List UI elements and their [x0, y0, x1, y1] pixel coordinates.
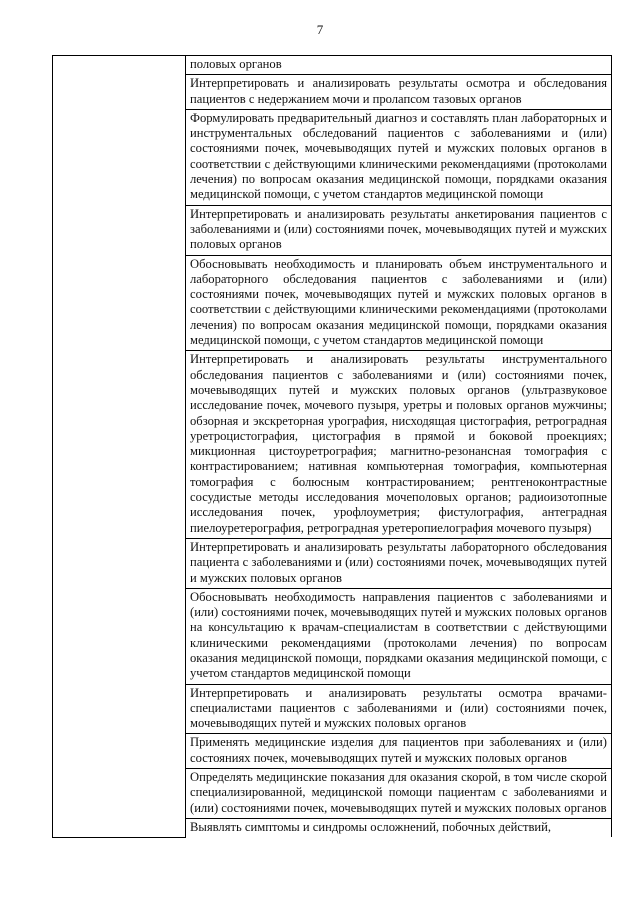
- skills-table: [52, 55, 612, 838]
- skill-cell: Выявлять симптомы и синдромы осложнений, побочных действий,: [186, 818, 612, 837]
- skill-cell: Определять медицинские показания для оказания скорой, в том числе скорой специализированной, медицинской помощи пациентам с заболеваниями и (или) состояниями почек, мочевыводящих путей и мужских половых органов: [186, 769, 612, 819]
- page-number: 7: [316, 22, 324, 37]
- skill-cell: Интерпретировать и анализировать результаты осмотра и обследования пациентов с недержанием мочи и пролапсом тазовых органов: [186, 75, 612, 110]
- skill-cell: Обосновывать необходимость направления пациентов с заболеваниями и (или) состояниями почек, мочевыводящих путей и мужских половых органов на консультацию к врачам-специалистам в соответствии с действующими клиническими рекомендациями (протоколами лечения) по вопросам оказания медицинской помощи, порядками оказания медицинской помощи, с учетом стандартов медицинской помощи: [186, 588, 612, 684]
- skill-cell: Применять медицинские изделия для пациентов при заболеваниях и (или) состояниях почек, мочевыводящих путей и мужских половых органов: [186, 734, 612, 769]
- skill-cell: половых органов: [186, 56, 612, 75]
- left-column-cell: [53, 56, 186, 838]
- skill-cell: Формулировать предварительный диагноз и составлять план лабораторных и инструментальных обследований пациентов с заболеваниями и (или) состояниями почек, мочевыводящих путей и мужских половых органов в соответствии с действующими клиническими рекомендациями (протоколами лечения) по вопросам оказания медицинской помощи, порядками оказания медицинской помощи, с учетом стандартов медицинской помощи: [186, 109, 612, 205]
- skill-cell: Обосновывать необходимость и планировать объем инструментального и лабораторного обследования пациентов с заболеваниями и (или) состояниями почек, мочевыводящих путей и мужских половых органов в соответствии с действующими клиническими рекомендациями (протоколами лечения) по вопросам оказания медицинской помощи, порядками оказания медицинской помощи, с учетом стандартов медицинской помощи: [186, 255, 612, 351]
- skill-cell: Интерпретировать и анализировать результаты лабораторного обследования пациента с заболеваниями и (или) состояниями почек, мочевыводящих путей и мужских половых органов: [186, 538, 612, 588]
- skill-cell: Интерпретировать и анализировать результаты осмотра врачами-специалистами пациентов с заболеваниями и (или) состояниями почек, мочевыводящих путей и мужских половых органов: [186, 684, 612, 734]
- skill-cell: Интерпретировать и анализировать результаты анкетирования пациентов с заболеваниями и (или) состояниями почек, мочевыводящих путей и мужских половых органов: [186, 205, 612, 255]
- skill-cell: Интерпретировать и анализировать результаты инструментального обследования пациентов с заболеваниями и (или) состояниями почек, мочевыводящих путей и мужских половых органов (ультразвуковое исследование почек, мочевого пузыря, уретры и половых органов мужчины; обзорная и экскреторная урография, нисходящая цистография, ретроградная уретроцистография, цистография в прямой и боковой проекциях; микционная цистоуретрография; магнитно-резонансная томография с контрастированием; нативная компьютерная томография, компьютерная томография с болюсным контрастированием; рентгеноконтрастные сосудистые методы исследования мочеполовых органов; радиоизотопные исследования почек, урофлоуметрия; фистулография, антеградная пиелоуретерография, ретроградная уретеропиелография мочевого пузыря): [186, 351, 612, 539]
- table-row: [53, 56, 612, 75]
